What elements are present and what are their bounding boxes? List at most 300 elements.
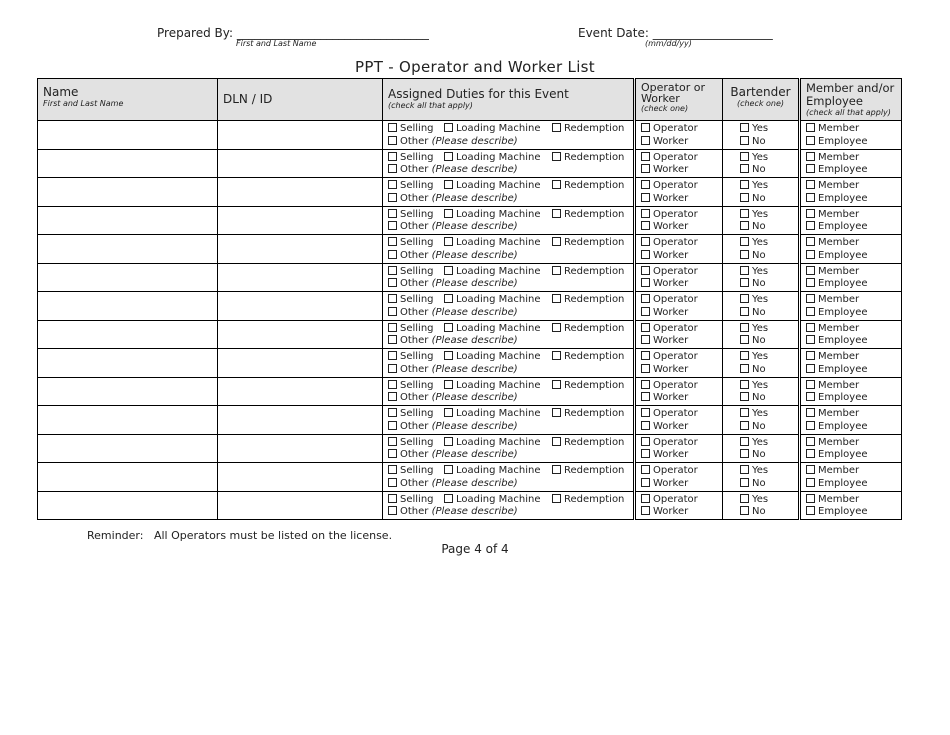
yes-checkbox[interactable] [740,209,749,218]
operator-checkbox[interactable] [641,494,650,503]
no-checkbox[interactable] [740,250,749,259]
worker-label: Worker [653,335,689,346]
other-checkbox[interactable] [388,307,397,316]
selling-checkbox[interactable] [388,437,397,446]
other-label: Other [400,249,429,261]
member-cell [800,377,902,406]
operator-cell [635,149,723,178]
dln-cell[interactable] [218,149,383,178]
redemption-label: Redemption [564,493,625,505]
loading-machine-label: Loading Machine [456,180,541,191]
operator-label: Operator [653,208,698,220]
operator-label: Operator [653,379,698,391]
redemption-checkbox[interactable] [552,380,561,389]
selling-checkbox[interactable] [388,294,397,303]
selling-checkbox[interactable] [388,209,397,218]
member-checkbox[interactable] [806,294,815,303]
worker-checkbox[interactable] [641,478,650,487]
dln-cell[interactable] [218,377,383,406]
employee-checkbox[interactable] [806,478,815,487]
worker-checkbox[interactable] [641,307,650,316]
other-label: Other [400,477,429,489]
operator-cell [635,292,723,321]
operator-label: Operator [653,265,698,277]
member-checkbox[interactable] [806,180,815,189]
member-label: Member [818,294,860,305]
no-checkbox[interactable] [740,449,749,458]
member-label: Member [818,379,860,391]
table-row [38,377,902,406]
worker-checkbox[interactable] [641,449,650,458]
member-label: Member [818,265,860,277]
name-cell[interactable] [38,206,218,235]
yes-checkbox[interactable] [740,294,749,303]
operator-checkbox[interactable] [641,323,650,332]
operator-checkbox[interactable] [641,380,650,389]
bartender-cell [723,206,800,235]
operator-checkbox[interactable] [641,237,650,246]
worker-checkbox[interactable] [641,221,650,230]
other-checkbox[interactable] [388,506,397,515]
operator-checkbox[interactable] [641,437,650,446]
loading-machine-checkbox[interactable] [444,380,453,389]
no-checkbox[interactable] [740,364,749,373]
yes-checkbox[interactable] [740,237,749,246]
name-cell[interactable] [38,434,218,463]
event-date-line[interactable] [578,26,773,40]
no-label: No [752,192,766,204]
operator-checkbox[interactable] [641,180,650,189]
dln-cell[interactable] [218,406,383,435]
selling-checkbox[interactable] [388,266,397,275]
employee-checkbox[interactable] [806,392,815,401]
other-checkbox[interactable] [388,221,397,230]
employee-checkbox[interactable] [806,421,815,430]
loading-machine-checkbox[interactable] [444,209,453,218]
loading-machine-checkbox[interactable] [444,465,453,474]
no-label: No [752,335,766,346]
yes-checkbox[interactable] [740,123,749,132]
worker-checkbox[interactable] [641,193,650,202]
prepared-by-line[interactable] [157,26,429,40]
worker-checkbox[interactable] [641,364,650,373]
duties-cell [383,263,635,292]
other-checkbox[interactable] [388,449,397,458]
selling-checkbox[interactable] [388,123,397,132]
redemption-label: Redemption [564,123,625,134]
selling-label: Selling [400,408,434,419]
loading-machine-checkbox[interactable] [444,180,453,189]
no-checkbox[interactable] [740,421,749,430]
no-checkbox[interactable] [740,506,749,515]
worker-label: Worker [653,449,689,460]
other-checkbox[interactable] [388,392,397,401]
member-cell [800,121,902,150]
other-checkbox[interactable] [388,164,397,173]
dln-cell[interactable] [218,206,383,235]
yes-label: Yes [752,208,769,220]
name-cell[interactable] [38,320,218,349]
duties-cell [383,434,635,463]
operator-cell [635,263,723,292]
redemption-label: Redemption [564,465,625,476]
member-checkbox[interactable] [806,123,815,132]
selling-checkbox[interactable] [388,180,397,189]
employee-label: Employee [818,392,868,403]
member-checkbox[interactable] [806,266,815,275]
loading-machine-checkbox[interactable] [444,437,453,446]
other-hint-label: (Please describe) [431,221,518,232]
member-cell [800,206,902,235]
col-header-member [800,79,902,121]
member-checkbox[interactable] [806,351,815,360]
employee-label: Employee [818,449,868,460]
loading-machine-label: Loading Machine [456,208,541,220]
employee-label: Employee [818,363,868,375]
no-checkbox[interactable] [740,392,749,401]
selling-checkbox[interactable] [388,408,397,417]
other-hint-label: (Please describe) [431,306,518,318]
loading-machine-label: Loading Machine [456,408,541,419]
worker-checkbox[interactable] [641,278,650,287]
yes-checkbox[interactable] [740,465,749,474]
duties-cell [383,377,635,406]
no-label: No [752,449,766,460]
loading-machine-checkbox[interactable] [444,351,453,360]
redemption-label: Redemption [564,436,625,448]
duties-cell [383,178,635,207]
employee-checkbox[interactable] [806,278,815,287]
redemption-checkbox[interactable] [552,209,561,218]
employee-checkbox[interactable] [806,364,815,373]
operator-checkbox[interactable] [641,465,650,474]
no-checkbox[interactable] [740,278,749,287]
worker-label: Worker [653,363,689,375]
name-cell[interactable] [38,406,218,435]
member-label: Member [818,151,860,163]
loading-machine-label: Loading Machine [456,379,541,391]
other-label: Other [400,221,429,232]
redemption-checkbox[interactable] [552,266,561,275]
name-cell[interactable] [38,263,218,292]
loading-machine-checkbox[interactable] [444,237,453,246]
worker-label: Worker [653,306,689,318]
other-hint-label: (Please describe) [431,506,518,517]
name-cell[interactable] [38,377,218,406]
table-row [38,406,902,435]
operator-cell [635,349,723,378]
member-checkbox[interactable] [806,323,815,332]
worker-label: Worker [653,506,689,517]
member-label: Member [818,123,860,134]
loading-machine-label: Loading Machine [456,322,541,334]
col-bartender-sub: (check one) [736,99,785,108]
dln-cell[interactable] [218,292,383,321]
yes-label: Yes [752,180,769,191]
member-label: Member [818,351,860,362]
member-checkbox[interactable] [806,408,815,417]
table-row [38,263,902,292]
other-checkbox[interactable] [388,478,397,487]
worker-label: Worker [653,477,689,489]
redemption-checkbox[interactable] [552,180,561,189]
col-bartender-label: Bartender [730,85,791,99]
member-checkbox[interactable] [806,465,815,474]
employee-checkbox[interactable] [806,335,815,344]
duties-cell [383,349,635,378]
operator-cell [635,320,723,349]
dln-cell[interactable] [218,121,383,150]
operator-checkbox[interactable] [641,351,650,360]
redemption-checkbox[interactable] [552,437,561,446]
operator-label: Operator [653,351,698,362]
loading-machine-label: Loading Machine [456,151,541,163]
operator-checkbox[interactable] [641,266,650,275]
prepared-by-blank[interactable]: ________________________________ [236,26,429,40]
no-checkbox[interactable] [740,307,749,316]
col-header-dln [218,79,383,121]
redemption-checkbox[interactable] [552,323,561,332]
name-cell[interactable] [38,235,218,264]
employee-checkbox[interactable] [806,506,815,515]
operator-checkbox[interactable] [641,408,650,417]
name-cell[interactable] [38,178,218,207]
worker-checkbox[interactable] [641,392,650,401]
other-label: Other [400,164,429,175]
worker-label: Worker [653,164,689,175]
worker-checkbox[interactable] [641,506,650,515]
redemption-checkbox[interactable] [552,123,561,132]
operator-checkbox[interactable] [641,294,650,303]
duties-cell [383,320,635,349]
name-cell[interactable] [38,491,218,520]
yes-checkbox[interactable] [740,180,749,189]
selling-checkbox[interactable] [388,323,397,332]
selling-label: Selling [400,493,434,505]
table-row [38,491,902,520]
redemption-checkbox[interactable] [552,465,561,474]
other-checkbox[interactable] [388,136,397,145]
yes-checkbox[interactable] [740,351,749,360]
member-cell [800,320,902,349]
duties-cell [383,206,635,235]
redemption-label: Redemption [564,351,625,362]
worker-label: Worker [653,135,689,147]
col-header-duties [383,79,635,121]
selling-checkbox[interactable] [388,465,397,474]
operator-label: Operator [653,237,698,248]
employee-label: Employee [818,477,868,489]
loading-machine-checkbox[interactable] [444,152,453,161]
duties-cell [383,235,635,264]
redemption-label: Redemption [564,265,625,277]
dln-cell[interactable] [218,349,383,378]
other-label: Other [400,392,429,403]
col-operator-sub: (check one) [641,104,689,113]
redemption-checkbox[interactable] [552,237,561,246]
redemption-checkbox[interactable] [552,294,561,303]
member-cell [800,463,902,492]
loading-machine-checkbox[interactable] [444,323,453,332]
other-checkbox[interactable] [388,250,397,259]
redemption-label: Redemption [564,294,625,305]
dln-cell[interactable] [218,235,383,264]
worker-checkbox[interactable] [641,250,650,259]
loading-machine-checkbox[interactable] [444,123,453,132]
bartender-cell [723,292,800,321]
no-label: No [752,477,766,489]
member-checkbox[interactable] [806,380,815,389]
yes-label: Yes [752,322,769,334]
operator-checkbox[interactable] [641,123,650,132]
col-name-label: Name [43,85,79,99]
col-header-operator [635,79,723,121]
loading-machine-checkbox[interactable] [444,494,453,503]
duties-cell [383,292,635,321]
other-checkbox[interactable] [388,364,397,373]
operator-cell [635,434,723,463]
selling-checkbox[interactable] [388,494,397,503]
other-label: Other [400,420,429,432]
member-checkbox[interactable] [806,209,815,218]
other-hint-label: (Please describe) [431,363,518,375]
selling-checkbox[interactable] [388,380,397,389]
dln-cell[interactable] [218,463,383,492]
no-checkbox[interactable] [740,478,749,487]
no-checkbox[interactable] [740,136,749,145]
worker-checkbox[interactable] [641,136,650,145]
name-cell[interactable] [38,149,218,178]
loading-machine-checkbox[interactable] [444,266,453,275]
employee-checkbox[interactable] [806,250,815,259]
redemption-checkbox[interactable] [552,408,561,417]
employee-checkbox[interactable] [806,193,815,202]
member-checkbox[interactable] [806,437,815,446]
prepared-by-sub: First and Last Name [236,39,317,48]
member-label: Member [818,493,860,505]
redemption-checkbox[interactable] [552,152,561,161]
no-checkbox[interactable] [740,193,749,202]
member-checkbox[interactable] [806,152,815,161]
redemption-checkbox[interactable] [552,351,561,360]
name-cell[interactable] [38,463,218,492]
loading-machine-label: Loading Machine [456,465,541,476]
dln-cell[interactable] [218,263,383,292]
yes-checkbox[interactable] [740,152,749,161]
redemption-checkbox[interactable] [552,494,561,503]
yes-checkbox[interactable] [740,323,749,332]
dln-cell[interactable] [218,491,383,520]
no-checkbox[interactable] [740,164,749,173]
no-checkbox[interactable] [740,335,749,344]
yes-checkbox[interactable] [740,437,749,446]
worker-checkbox[interactable] [641,335,650,344]
yes-checkbox[interactable] [740,266,749,275]
table-body [38,121,902,520]
yes-label: Yes [752,123,769,134]
name-cell[interactable] [38,292,218,321]
event-date-sub: (mm/dd/yy) [645,39,692,48]
employee-checkbox[interactable] [806,164,815,173]
selling-label: Selling [400,294,434,305]
operator-label: Operator [653,151,698,163]
yes-checkbox[interactable] [740,494,749,503]
no-checkbox[interactable] [740,221,749,230]
operator-label: Operator [653,465,698,476]
worker-checkbox[interactable] [641,421,650,430]
member-checkbox[interactable] [806,494,815,503]
col-header-name [38,79,218,121]
employee-checkbox[interactable] [806,136,815,145]
other-checkbox[interactable] [388,278,397,287]
reminder-note [87,529,392,542]
yes-checkbox[interactable] [740,408,749,417]
other-checkbox[interactable] [388,193,397,202]
dln-cell[interactable] [218,320,383,349]
selling-checkbox[interactable] [388,237,397,246]
loading-machine-checkbox[interactable] [444,294,453,303]
member-label: Member [818,322,860,334]
other-label: Other [400,449,429,460]
redemption-label: Redemption [564,208,625,220]
other-checkbox[interactable] [388,335,397,344]
member-label: Member [818,180,860,191]
yes-label: Yes [752,465,769,476]
yes-label: Yes [752,351,769,362]
operator-cell [635,463,723,492]
bartender-cell [723,121,800,150]
bartender-cell [723,235,800,264]
other-hint-label: (Please describe) [431,335,518,346]
selling-checkbox[interactable] [388,351,397,360]
other-checkbox[interactable] [388,421,397,430]
worker-label: Worker [653,249,689,261]
loading-machine-label: Loading Machine [456,294,541,305]
selling-label: Selling [400,265,434,277]
loading-machine-checkbox[interactable] [444,408,453,417]
table-row [38,206,902,235]
worker-checkbox[interactable] [641,164,650,173]
employee-checkbox[interactable] [806,221,815,230]
operator-label: Operator [653,408,698,419]
selling-label: Selling [400,180,434,191]
name-cell[interactable] [38,349,218,378]
duties-cell [383,463,635,492]
dln-cell[interactable] [218,434,383,463]
no-label: No [752,363,766,375]
name-cell[interactable] [38,121,218,150]
other-hint-label: (Please describe) [431,420,518,432]
no-label: No [752,164,766,175]
employee-checkbox[interactable] [806,307,815,316]
bartender-cell [723,491,800,520]
employee-checkbox[interactable] [806,449,815,458]
employee-label: Employee [818,335,868,346]
yes-checkbox[interactable] [740,380,749,389]
table-row [38,121,902,150]
worker-table [37,78,902,520]
operator-checkbox[interactable] [641,209,650,218]
event-date-blank[interactable]: ____________________ [652,26,773,40]
selling-checkbox[interactable] [388,152,397,161]
operator-cell [635,491,723,520]
worker-label: Worker [653,392,689,403]
member-checkbox[interactable] [806,237,815,246]
other-hint-label: (Please describe) [431,392,518,403]
duties-cell [383,149,635,178]
operator-checkbox[interactable] [641,152,650,161]
dln-cell[interactable] [218,178,383,207]
